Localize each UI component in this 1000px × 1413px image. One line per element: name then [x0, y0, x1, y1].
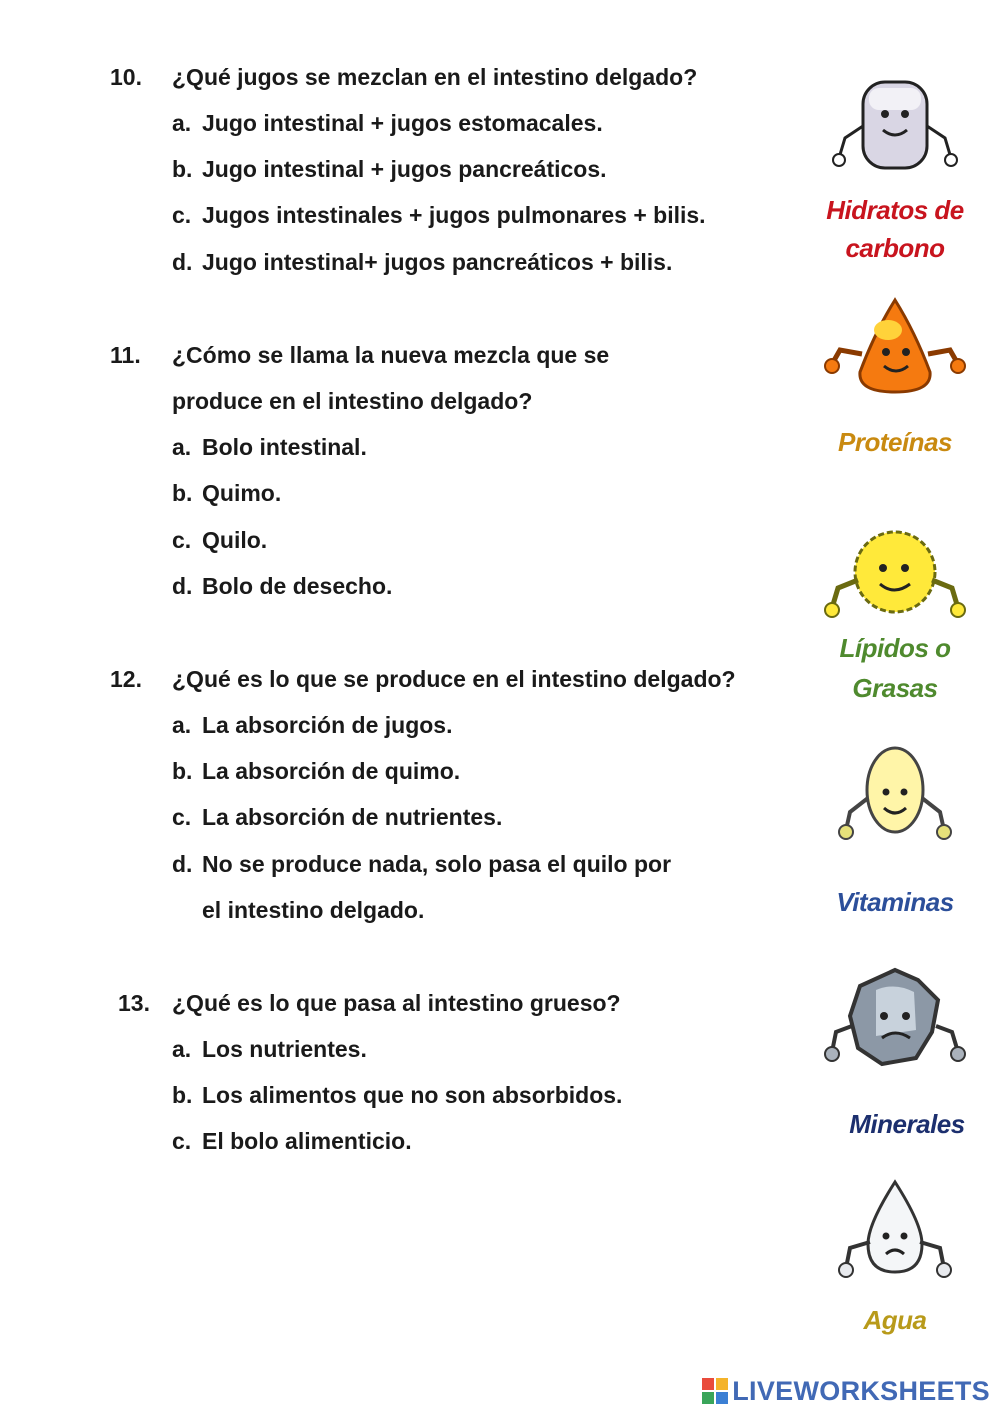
nutrient-vitamins — [800, 738, 990, 928]
option-letter: d. — [172, 573, 193, 599]
option-text: Quilo. — [202, 527, 268, 553]
question-stem-line-1: ¿Cómo se llama la nueva mezcla que se — [172, 342, 610, 368]
option-b[interactable] — [172, 146, 607, 192]
option-d[interactable] — [172, 563, 392, 609]
option-letter: d. — [172, 249, 193, 275]
option-a[interactable] — [172, 100, 603, 146]
nutrient-lipids — [800, 520, 990, 710]
option-text: El bolo alimenticio. — [202, 1128, 412, 1154]
option-b[interactable] — [172, 470, 281, 516]
option-letter: b. — [172, 1082, 193, 1108]
option-text: Bolo de desecho. — [202, 573, 393, 599]
question-stem-line-2: produce en el intestino delgado? — [172, 388, 533, 414]
option-c[interactable] — [172, 517, 267, 563]
option-text: Bolo intestinal. — [202, 434, 367, 460]
option-letter: b. — [172, 156, 193, 182]
carbohydrate-character-icon — [825, 68, 965, 178]
question-stem: ¿Qué es lo que se produce en el intestino delgado? — [172, 666, 736, 692]
question-10 — [110, 54, 810, 284]
option-text: Los nutrientes. — [202, 1036, 367, 1062]
option-a[interactable] — [172, 1026, 367, 1072]
option-b[interactable] — [172, 748, 460, 794]
option-text: Jugo intestinal + jugos pancreáticos. — [202, 156, 607, 182]
option-text: La absorción de nutrientes. — [202, 804, 503, 830]
option-text: La absorción de quimo. — [202, 758, 461, 784]
option-letter: b. — [172, 758, 193, 784]
nutrient-water — [800, 1176, 990, 1346]
brand-name: LIVEWORKSHEETS — [732, 1375, 990, 1406]
nutrient-label-line-2: Grasas — [852, 673, 938, 703]
question-number: 12. — [110, 666, 142, 692]
lipid-character-icon — [820, 520, 970, 630]
option-letter: c. — [172, 804, 192, 830]
option-text: Jugo intestinal + jugos estomacales. — [202, 110, 603, 136]
nutrient-label: Agua — [863, 1305, 927, 1335]
option-text: No se produce nada, solo pasa el quilo por — [202, 851, 672, 877]
nutrient-label: Proteínas — [838, 427, 952, 457]
option-text: Los alimentos que no son absorbidos. — [202, 1082, 623, 1108]
nutrient-label: Minerales — [849, 1109, 965, 1139]
option-d[interactable] — [172, 841, 671, 887]
nutrient-minerals — [800, 960, 990, 1150]
option-d[interactable] — [172, 239, 672, 285]
question-stem: ¿Qué es lo que pasa al intestino grueso? — [172, 990, 621, 1016]
question-number: 13. — [118, 990, 150, 1016]
option-c[interactable] — [172, 1118, 412, 1164]
option-letter: a. — [172, 434, 192, 460]
option-c[interactable] — [172, 192, 706, 238]
protein-character-icon — [820, 292, 970, 402]
liveworksheets-footer[interactable] — [702, 1375, 990, 1407]
option-c[interactable] — [172, 794, 502, 840]
nutrient-label: Vitaminas — [836, 887, 954, 917]
question-stem: ¿Qué jugos se mezclan en el intestino delgado? — [172, 64, 698, 90]
option-text: Jugos intestinales + jugos pulmonares + bilis. — [202, 202, 706, 228]
option-letter: c. — [172, 1128, 192, 1154]
question-number: 10. — [110, 64, 142, 90]
option-b[interactable] — [172, 1072, 622, 1118]
water-character-icon — [830, 1176, 960, 1286]
question-12 — [110, 656, 830, 936]
mineral-character-icon — [820, 960, 970, 1080]
nutrient-label-line-1: Hidratos de — [826, 195, 964, 225]
nutrient-label-line-1: Lípidos o — [839, 633, 951, 663]
vitamin-character-icon — [830, 738, 960, 848]
option-text: Quimo. — [202, 480, 282, 506]
option-a[interactable] — [172, 702, 452, 748]
option-letter: c. — [172, 202, 192, 228]
option-letter: a. — [172, 712, 192, 738]
option-a[interactable] — [172, 424, 367, 470]
question-number: 11. — [110, 342, 141, 368]
option-letter: a. — [172, 110, 192, 136]
option-text: Jugo intestinal+ jugos pancreáticos + bilis. — [202, 249, 673, 275]
option-letter: d. — [172, 851, 193, 877]
nutrient-label-line-2: carbono — [845, 233, 945, 263]
option-d-continuation: el intestino delgado. — [202, 897, 425, 923]
nutrient-carbohydrates — [800, 68, 990, 268]
option-text: La absorción de jugos. — [202, 712, 453, 738]
option-letter: c. — [172, 527, 192, 553]
option-letter: a. — [172, 1036, 192, 1062]
nutrient-proteins — [800, 292, 990, 472]
question-11 — [110, 332, 810, 612]
question-13 — [110, 980, 810, 1170]
liveworksheets-logo-icon — [702, 1378, 728, 1404]
option-letter: b. — [172, 480, 193, 506]
